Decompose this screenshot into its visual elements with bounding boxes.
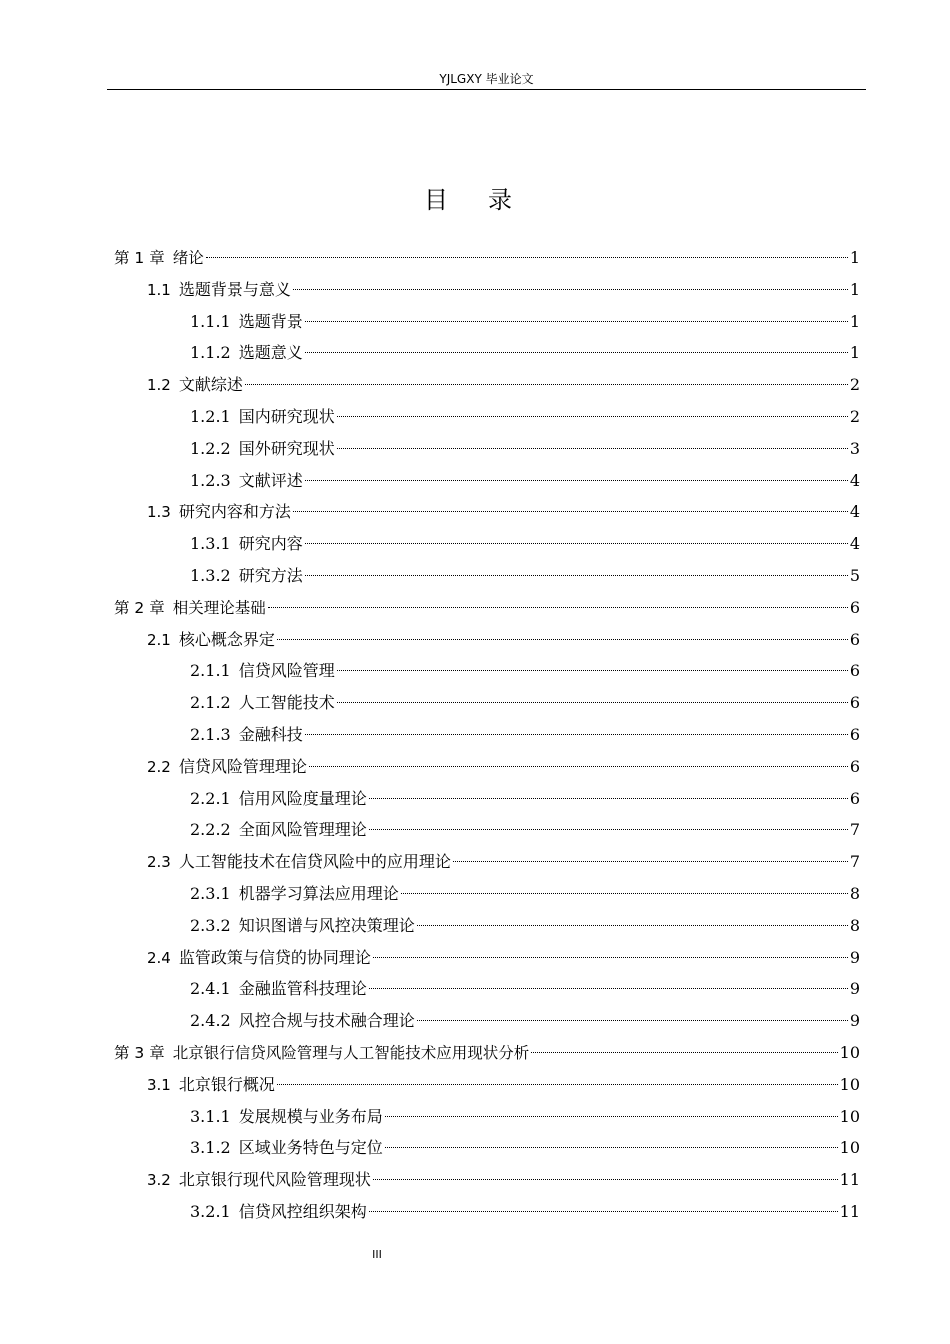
toc-dot-leader xyxy=(337,416,848,417)
toc-entry-page: 4 xyxy=(849,502,860,522)
toc-dot-leader xyxy=(531,1052,837,1053)
toc-entry-page: 9 xyxy=(849,1011,860,1031)
toc-entry[interactable] xyxy=(114,1041,860,1065)
toc-dot-leader xyxy=(369,988,848,989)
toc-dot-leader xyxy=(385,1147,838,1148)
toc-entry-number: 1.2.2 xyxy=(190,438,231,458)
toc-entry[interactable] xyxy=(190,310,860,334)
toc-dot-leader xyxy=(309,766,848,767)
toc-entry-label: 研究内容 xyxy=(238,534,303,554)
toc-entry-number: 1.1.2 xyxy=(190,343,231,363)
toc-entry-label: 核心概念界定 xyxy=(178,629,275,649)
toc-entry[interactable] xyxy=(190,1200,860,1224)
toc-entry-page: 3 xyxy=(849,438,860,458)
toc-entry[interactable] xyxy=(190,564,860,588)
toc-entry-number: 1.1 xyxy=(147,280,171,299)
toc-entry-label: 国内研究现状 xyxy=(238,407,335,426)
toc-dot-leader xyxy=(417,1020,848,1021)
toc-entry-page: 10 xyxy=(839,1074,860,1094)
toc-entry-number: 第 3 章 xyxy=(114,1044,165,1062)
toc-entry[interactable] xyxy=(190,1105,860,1129)
toc-entry-number: 3.1 xyxy=(147,1075,171,1094)
toc-dot-leader xyxy=(206,257,848,258)
toc-entry-label: 北京银行信贷风险管理与人工智能技术应用现状分析 xyxy=(172,1044,530,1062)
toc-entry-page: 1 xyxy=(849,279,860,299)
toc-entry-number: 1.3.1 xyxy=(190,534,231,554)
toc-dot-leader xyxy=(337,448,848,449)
toc-dot-leader xyxy=(305,575,848,576)
toc-entry-label: 区域业务特色与定位 xyxy=(238,1138,383,1158)
toc-entry-label: 信贷风险管理理论 xyxy=(178,756,307,776)
toc-entry-number: 2.3 xyxy=(147,853,171,872)
toc-entry[interactable] xyxy=(147,755,860,779)
toc-entry-page: 7 xyxy=(849,852,860,872)
toc-entry[interactable] xyxy=(190,1136,860,1160)
toc-entry[interactable] xyxy=(190,977,860,1001)
toc-entry-page: 6 xyxy=(849,725,860,744)
toc-entry[interactable] xyxy=(114,246,860,270)
toc-entry-number: 1.2.3 xyxy=(190,470,231,490)
toc-entry[interactable] xyxy=(190,341,860,365)
toc-entry-number: 第 2 章 xyxy=(114,598,165,617)
toc-entry[interactable] xyxy=(190,469,860,493)
toc-entry-number: 1.1.1 xyxy=(190,311,231,331)
toc-title: 目录 xyxy=(424,186,552,214)
toc-entry-page: 1 xyxy=(849,311,860,331)
toc-entry-number: 2.1 xyxy=(147,630,171,649)
toc-entry[interactable] xyxy=(147,628,860,652)
toc-entry-label: 选题背景 xyxy=(238,311,303,331)
toc-dot-leader xyxy=(293,511,848,512)
toc-entry-label: 研究内容和方法 xyxy=(178,502,291,522)
toc-dot-leader xyxy=(401,893,848,894)
toc-entry[interactable] xyxy=(147,278,860,302)
toc-entry[interactable] xyxy=(190,691,860,715)
toc-entry-label: 选题意义 xyxy=(238,343,303,363)
toc-entry-page: 6 xyxy=(849,661,860,681)
toc-dot-leader xyxy=(268,607,848,608)
header-rule xyxy=(107,89,866,90)
toc-entry-page: 4 xyxy=(849,470,860,490)
toc-entry-label: 绪论 xyxy=(172,249,204,267)
toc-entry-number: 1.3 xyxy=(147,503,171,522)
toc-entry-page: 8 xyxy=(849,915,860,935)
toc-entry-number: 3.2 xyxy=(147,1171,171,1190)
toc-entry[interactable] xyxy=(190,437,860,461)
toc-entry-label: 监管政策与信贷的协同理论 xyxy=(178,947,371,967)
toc-entry-label: 机器学习算法应用理论 xyxy=(238,884,399,903)
toc-entry[interactable] xyxy=(147,946,860,970)
toc-entry-label: 信用风险度量理论 xyxy=(238,788,367,808)
toc-entry[interactable] xyxy=(147,500,860,524)
toc-entry-page: 9 xyxy=(849,947,860,967)
toc-dot-leader xyxy=(385,1116,838,1117)
toc-entry[interactable] xyxy=(190,1009,860,1033)
toc-entry-label: 知识图谱与风控决策理论 xyxy=(238,915,415,935)
toc-entry[interactable] xyxy=(147,1168,860,1192)
toc-entry-number: 2.3.1 xyxy=(190,884,231,903)
toc-entry[interactable] xyxy=(190,882,860,906)
toc-dot-leader xyxy=(453,861,848,862)
toc-entry[interactable] xyxy=(147,1073,860,1097)
toc-entry-page: 6 xyxy=(849,629,860,649)
toc-entry-label: 北京银行概况 xyxy=(178,1074,275,1094)
toc-entry-label: 信贷风控组织架构 xyxy=(238,1202,367,1221)
toc-entry-number: 3.2.1 xyxy=(190,1202,231,1221)
toc-dot-leader xyxy=(417,925,848,926)
toc-dot-leader xyxy=(293,289,848,290)
toc-dot-leader xyxy=(305,321,848,322)
toc-entry-label: 相关理论基础 xyxy=(172,598,266,617)
toc-entry-page: 1 xyxy=(849,248,860,267)
toc-entry-label: 发展规模与业务布局 xyxy=(238,1106,383,1126)
toc-entry[interactable] xyxy=(147,850,860,874)
toc-entry[interactable] xyxy=(190,532,860,556)
toc-dot-leader xyxy=(305,543,848,544)
toc-dot-leader xyxy=(373,957,848,958)
toc-dot-leader xyxy=(245,384,848,385)
toc-entry-number: 1.2 xyxy=(147,376,171,395)
toc-entry-label: 国外研究现状 xyxy=(238,438,335,458)
toc-entry-page: 2 xyxy=(849,407,860,426)
page-header: YJLGXY 毕业论文 xyxy=(439,72,534,86)
toc-entry-number: 2.1.1 xyxy=(190,661,231,681)
toc-entry-number: 1.3.2 xyxy=(190,566,231,585)
toc-entry-page: 9 xyxy=(849,979,860,999)
toc-dot-leader xyxy=(305,734,848,735)
toc-entry-label: 北京银行现代风险管理现状 xyxy=(178,1170,371,1190)
toc-entry-page: 8 xyxy=(849,884,860,903)
toc-entry-page: 11 xyxy=(839,1202,860,1221)
toc-entry[interactable] xyxy=(190,818,860,842)
toc-entry-number: 2.2.1 xyxy=(190,788,231,808)
toc-entry[interactable] xyxy=(190,787,860,811)
toc-entry-number: 2.4.1 xyxy=(190,979,231,999)
toc-dot-leader xyxy=(305,352,848,353)
toc-entry-number: 2.4.2 xyxy=(190,1011,231,1031)
toc-entry-number: 2.1.3 xyxy=(190,725,231,744)
toc-dot-leader xyxy=(277,1084,838,1085)
toc-entry[interactable] xyxy=(190,723,860,747)
toc-entry-page: 6 xyxy=(849,597,860,617)
toc-entry-number: 2.4 xyxy=(147,948,171,967)
toc-entry-number: 2.2.2 xyxy=(190,820,231,840)
toc-entry-label: 金融科技 xyxy=(238,725,303,744)
toc-entry[interactable] xyxy=(114,596,860,620)
toc-entry-number: 2.1.2 xyxy=(190,693,231,713)
toc-dot-leader xyxy=(373,1179,838,1180)
toc-entry-label: 风控合规与技术融合理论 xyxy=(238,1011,415,1031)
toc-entry-page: 5 xyxy=(849,566,860,585)
toc-dot-leader xyxy=(337,702,848,703)
toc-dot-leader xyxy=(369,829,848,830)
toc-entry-page: 4 xyxy=(849,534,860,554)
toc-dot-leader xyxy=(337,670,848,671)
toc-entry-label: 金融监管科技理论 xyxy=(238,979,367,999)
page-number: III xyxy=(372,1248,382,1261)
toc-entry-label: 信贷风险管理 xyxy=(238,661,335,681)
toc-entry-number: 2.2 xyxy=(147,757,171,776)
toc-entry-label: 人工智能技术在信贷风险中的应用理论 xyxy=(178,852,451,872)
toc-entry[interactable] xyxy=(190,659,860,683)
toc-entry-number: 1.2.1 xyxy=(190,407,231,426)
toc-entry-page: 6 xyxy=(849,693,860,713)
toc-dot-leader xyxy=(277,639,848,640)
toc-entry-number: 3.1.2 xyxy=(190,1138,231,1158)
toc-entry-number: 2.3.2 xyxy=(190,915,231,935)
toc-entry-page: 7 xyxy=(849,820,860,840)
toc-entry-page: 1 xyxy=(849,343,860,363)
toc-entry-page: 6 xyxy=(849,756,860,776)
toc-entry-number: 3.1.1 xyxy=(190,1106,231,1126)
toc-entry-number: 第 1 章 xyxy=(114,249,165,267)
toc-entry-label: 选题背景与意义 xyxy=(178,279,291,299)
toc-entry-label: 人工智能技术 xyxy=(238,693,335,713)
toc-entry-label: 全面风险管理理论 xyxy=(238,820,367,840)
toc-entry-page: 2 xyxy=(849,375,860,395)
toc-entry-page: 10 xyxy=(839,1043,860,1062)
toc-entry-page: 11 xyxy=(839,1170,860,1190)
toc-entry-page: 10 xyxy=(839,1106,860,1126)
toc-dot-leader xyxy=(369,798,848,799)
toc-entry-page: 10 xyxy=(839,1138,860,1158)
toc-entry-label: 文献评述 xyxy=(238,470,303,490)
toc-dot-leader xyxy=(305,480,848,481)
toc-entry[interactable] xyxy=(190,405,860,429)
toc-entry[interactable] xyxy=(190,914,860,938)
toc-entry[interactable] xyxy=(147,373,860,397)
toc-entry-page: 6 xyxy=(849,788,860,808)
toc-entry-label: 文献综述 xyxy=(178,375,243,395)
toc-entry-label: 研究方法 xyxy=(238,566,303,585)
toc-dot-leader xyxy=(369,1211,838,1212)
